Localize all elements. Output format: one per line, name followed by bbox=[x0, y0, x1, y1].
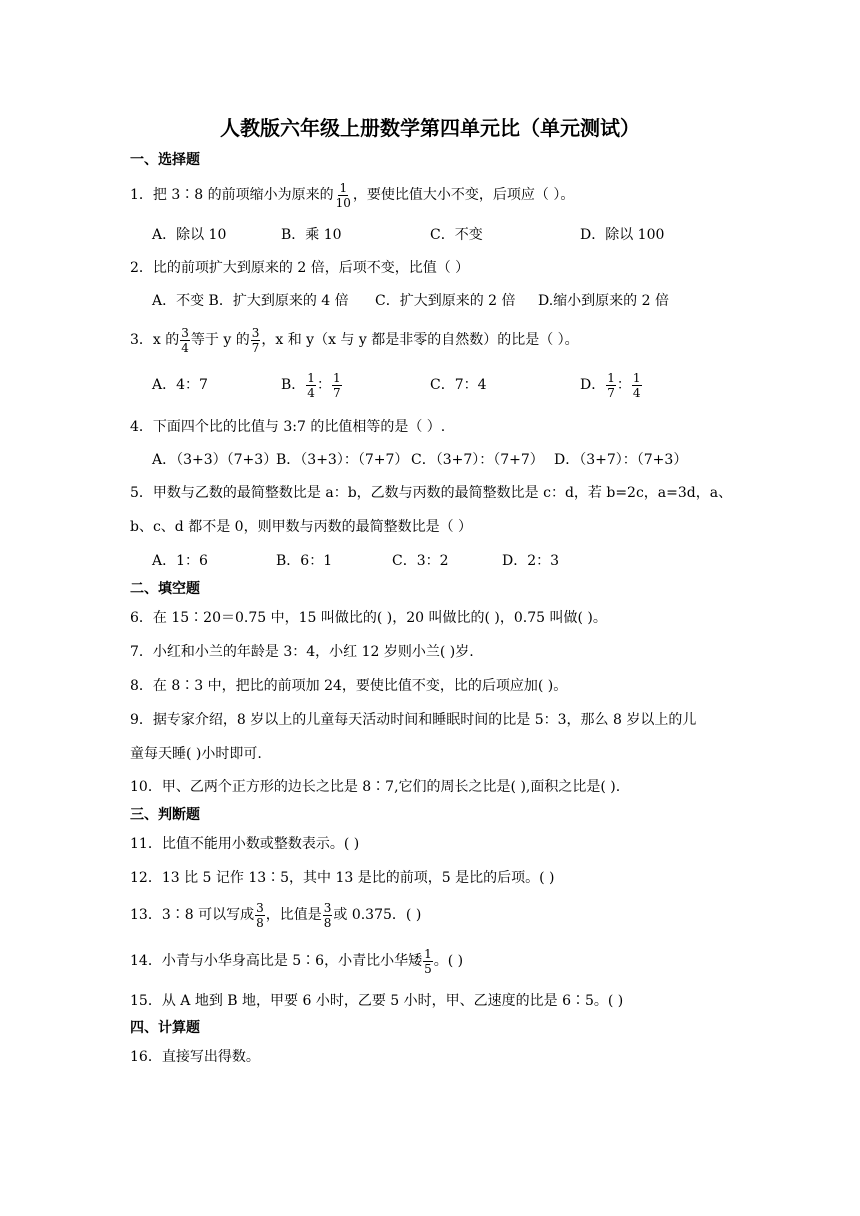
fraction bbox=[306, 371, 316, 400]
question-16: 16．直接写出得数。 bbox=[130, 1049, 260, 1065]
question-8: 8．在 8∶3 中，把比的前项加 24，要使比值不变，比的后项应加( )。 bbox=[130, 678, 568, 694]
question-10: 10．甲、乙两个正方形的边长之比是 8∶7,它们的周长之比是( ),面积之比是( ). bbox=[130, 779, 621, 795]
option-b: B．（3+3）：（7+7） bbox=[276, 452, 409, 468]
fraction-numerator: 1 bbox=[307, 370, 315, 385]
question-9-line-1: 9．据专家介绍，8 岁以上的儿童每天活动时间和睡眠时间的比是 5：3，那么 8 岁以上的儿 bbox=[130, 712, 697, 728]
fraction-denominator: 4 bbox=[307, 385, 315, 400]
option-c: C．不变 bbox=[430, 227, 483, 243]
fraction-denominator: 4 bbox=[632, 385, 641, 400]
question-11: 11．比值不能用小数或整数表示。( ) bbox=[130, 836, 360, 852]
section-heading-judgement: 三、判断题 bbox=[130, 807, 200, 823]
fraction-numerator: 1 bbox=[607, 370, 615, 385]
option-c: C．3：2 bbox=[392, 553, 449, 569]
fraction-numerator: 1 bbox=[424, 946, 432, 961]
option-d: D.缩小到原来的 2 倍 bbox=[538, 293, 669, 309]
option-d: D．（3+7）：（7+3） bbox=[554, 452, 688, 468]
fraction bbox=[335, 181, 352, 210]
section-heading-choice: 一、选择题 bbox=[130, 152, 200, 168]
fraction-numerator: 3 bbox=[251, 325, 260, 340]
fraction bbox=[632, 371, 642, 400]
question-text: ，比值是 bbox=[265, 907, 322, 923]
fraction bbox=[323, 901, 333, 930]
question-text: 3．x 的 bbox=[130, 332, 180, 348]
page-title: 人教版六年级上册数学第四单元比（单元测试） bbox=[220, 116, 640, 140]
fraction bbox=[180, 326, 190, 355]
question-3 bbox=[130, 322, 579, 358]
fraction-denominator: 8 bbox=[256, 915, 264, 930]
fraction-numerator: 3 bbox=[256, 900, 264, 915]
question-12: 12．13 比 5 记作 13∶5，其中 13 是比的前项，5 是比的后项。( ) bbox=[130, 870, 555, 886]
option-b: B．乘 10 bbox=[281, 227, 342, 243]
question-2: 2．比的前项扩大到原来的 2 倍，后项不变，比值（ ） bbox=[130, 260, 470, 276]
question-text: 等于 y 的 bbox=[190, 332, 250, 348]
question-5-line-1: 5．甲数与乙数的最简整数比是 a：b，乙数与丙数的最简整数比是 c：d，若 b=2c，a=3d，a、 bbox=[130, 485, 733, 501]
fraction bbox=[423, 947, 433, 976]
question-text: 1．把 3∶8 的前项缩小为原来的 bbox=[130, 187, 334, 203]
option-d: D．除以 100 bbox=[580, 227, 665, 243]
question-13 bbox=[130, 898, 421, 932]
fraction-numerator: 1 bbox=[339, 180, 348, 195]
option-label: D． bbox=[580, 377, 606, 393]
fraction bbox=[255, 901, 265, 930]
fraction-denominator: 10 bbox=[335, 195, 351, 210]
option-d bbox=[580, 368, 643, 402]
question-text: 。( ) bbox=[433, 953, 464, 969]
option-a: A．1：6 bbox=[152, 553, 208, 569]
question-text: 或 0.375．( ) bbox=[333, 907, 422, 923]
option-c: C．（3+7）：（7+7） bbox=[411, 452, 544, 468]
option-a: A．（3+3）（7+3） bbox=[152, 452, 278, 468]
section-heading-calculation: 四、计算题 bbox=[130, 1020, 200, 1036]
option-a: A．4：7 bbox=[152, 377, 208, 393]
fraction bbox=[251, 326, 261, 355]
ratio-separator: ： bbox=[616, 377, 631, 393]
question-4: 4．下面四个比的比值与 3:7 的比值相等的是（ ）. bbox=[130, 419, 446, 435]
fraction-denominator: 7 bbox=[332, 385, 341, 400]
fraction-denominator: 7 bbox=[251, 340, 260, 355]
fraction-numerator: 3 bbox=[181, 325, 189, 340]
option-d: D．2：3 bbox=[502, 553, 560, 569]
option-c: C．扩大到原来的 2 倍 bbox=[375, 293, 516, 309]
section-heading-fill-in: 二、填空题 bbox=[130, 581, 200, 597]
fraction-numerator: 3 bbox=[323, 900, 332, 915]
fraction-numerator: 1 bbox=[632, 370, 641, 385]
option-b bbox=[281, 368, 343, 402]
option-a: A．除以 10 bbox=[152, 227, 227, 243]
question-5-line-2: b、c、d 都不是 0，则甲数与丙数的最简整数比是（ ） bbox=[130, 519, 473, 535]
fraction-denominator: 4 bbox=[181, 340, 189, 355]
question-text: ，要使比值大小不变，后项应（ ）。 bbox=[352, 187, 575, 203]
question-text: ，x 和 y（x 与 y 都是非零的自然数）的比是（ ）。 bbox=[261, 332, 579, 348]
fraction-numerator: 1 bbox=[332, 370, 341, 385]
question-1 bbox=[130, 178, 574, 212]
fraction-denominator: 7 bbox=[607, 385, 615, 400]
option-b: B．6：1 bbox=[276, 553, 333, 569]
question-15: 15．从 A 地到 B 地，甲要 6 小时，乙要 5 小时，甲、乙速度的比是 6∶5。( ) bbox=[130, 993, 624, 1009]
option-c: C．7：4 bbox=[430, 377, 487, 393]
question-6: 6．在 15∶20＝0.75 中，15 叫做比的( )，20 叫做比的( )，0.75 叫做( )。 bbox=[130, 610, 607, 626]
option-a: A．不变 B．扩大到原来的 4 倍 bbox=[152, 293, 349, 309]
question-9-line-2: 童每天睡( )小时即可. bbox=[130, 746, 262, 762]
question-14 bbox=[130, 944, 463, 978]
ratio-separator: ： bbox=[316, 377, 331, 393]
option-label: B． bbox=[281, 377, 306, 393]
question-text: 13．3∶8 可以写成 bbox=[130, 907, 255, 923]
fraction bbox=[606, 371, 616, 400]
fraction bbox=[332, 371, 342, 400]
fraction-denominator: 8 bbox=[323, 915, 332, 930]
fraction-denominator: 5 bbox=[424, 961, 432, 976]
question-text: 14．小青与小华身高比是 5∶6，小青比小华矮 bbox=[130, 953, 423, 969]
question-7: 7．小红和小兰的年龄是 3：4，小红 12 岁则小兰( )岁. bbox=[130, 644, 474, 660]
